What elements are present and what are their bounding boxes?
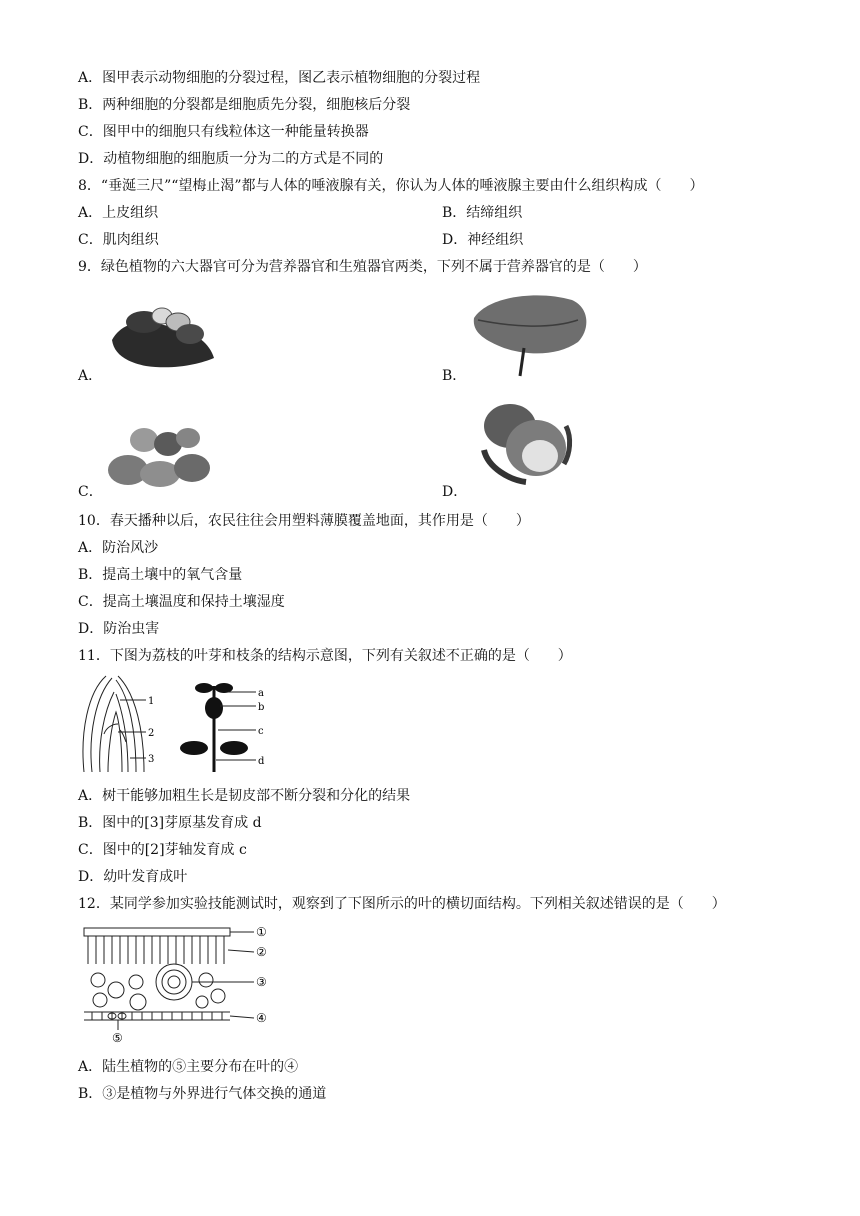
q9-option-d-label: D．	[442, 484, 468, 500]
q12-leaf-cross-section-diagram	[78, 922, 274, 1048]
q10-option-d: D．防治虫害	[78, 621, 160, 637]
q9-option-a-label: A．	[78, 368, 103, 384]
q8-stem: 8．“垂涎三尺”“望梅止渴”都与人体的唾液腺有关，你认为人体的唾液腺主要由什么组织构成（ ）	[78, 178, 704, 194]
q12-label-5: ⑤	[112, 1031, 123, 1045]
q10-option-c: C．提高土壤温度和保持土壤湿度	[78, 594, 285, 610]
q10-stem: 10．春天播种以后，农民往往会用塑料薄膜覆盖地面，其作用是（ ）	[78, 513, 530, 529]
q11-branch-figure	[180, 683, 256, 772]
q11-option-b: B．图中的[3]芽原基发育成 d	[78, 815, 262, 831]
q7-option-d: D．动植物细胞的细胞质一分为二的方式是不同的	[78, 151, 384, 167]
q10-option-b: B．提高土壤中的氧气含量	[78, 567, 243, 583]
q12-label-3: ③	[256, 975, 267, 989]
q9-option-b-label: B．	[442, 368, 467, 384]
q12-option-b: B．③是植物与外界进行气体交换的通道	[78, 1086, 327, 1102]
q9-image-c-tubers	[104, 418, 214, 490]
q11-option-a: A．树干能够加粗生长是韧皮部不断分裂和分化的结果	[78, 788, 411, 804]
q9-image-a-roots	[104, 300, 220, 374]
q11-bud-label-2: 2	[148, 728, 155, 739]
q12-stem: 12．某同学参加实验技能测试时，观察到了下图所示的叶的横切面结构。下列相关叙述错误的是（ ）	[78, 896, 726, 912]
q11-stem: 11．下图为荔枝的叶芽和枝条的结构示意图，下列有关叙述不正确的是（ ）	[78, 648, 572, 664]
q8-option-a: A．上皮组织	[78, 205, 159, 221]
q12-option-a: A．陆生植物的⑤主要分布在叶的④	[78, 1059, 299, 1075]
q11-branch-label-d: d	[258, 756, 265, 767]
q9-option-c-label: C．	[78, 484, 103, 500]
q8-option-d: D．神经组织	[442, 232, 524, 248]
q11-bud-label-1: 1	[148, 696, 155, 707]
q11-branch-label-c: c	[258, 726, 264, 737]
q9-stem: 9．绿色植物的六大器官可分为营养器官和生殖器官两类，下列不属于营养器官的是（ ）	[78, 259, 647, 275]
q7-option-a: A．图甲表示动物细胞的分裂过程，图乙表示植物细胞的分裂过程	[78, 70, 481, 86]
q7-option-b: B．两种细胞的分裂都是细胞质先分裂，细胞核后分裂	[78, 97, 411, 113]
q11-bud-and-branch-diagram	[78, 672, 278, 780]
q11-branch-label-a: a	[258, 688, 264, 699]
q10-option-a: A．防治风沙	[78, 540, 159, 556]
q9-image-b-leaf	[468, 290, 592, 380]
q11-bud-label-3: 3	[148, 754, 155, 765]
q8-option-c: C．肌肉组织	[78, 232, 159, 248]
q8-option-b: B．结缔组织	[442, 205, 523, 221]
q11-option-c: C．图中的[2]芽轴发育成 c	[78, 842, 247, 858]
q11-option-d: D．幼叶发育成叶	[78, 869, 188, 885]
q9-image-d-fruit	[470, 398, 578, 490]
q11-branch-label-b: b	[258, 702, 265, 713]
q12-label-4: ④	[256, 1011, 267, 1025]
q12-label-1: ①	[256, 925, 267, 939]
q12-label-2: ②	[256, 945, 267, 959]
q7-option-c: C．图甲中的细胞只有线粒体这一种能量转换器	[78, 124, 369, 140]
q11-leaf-bud-figure	[83, 676, 146, 772]
